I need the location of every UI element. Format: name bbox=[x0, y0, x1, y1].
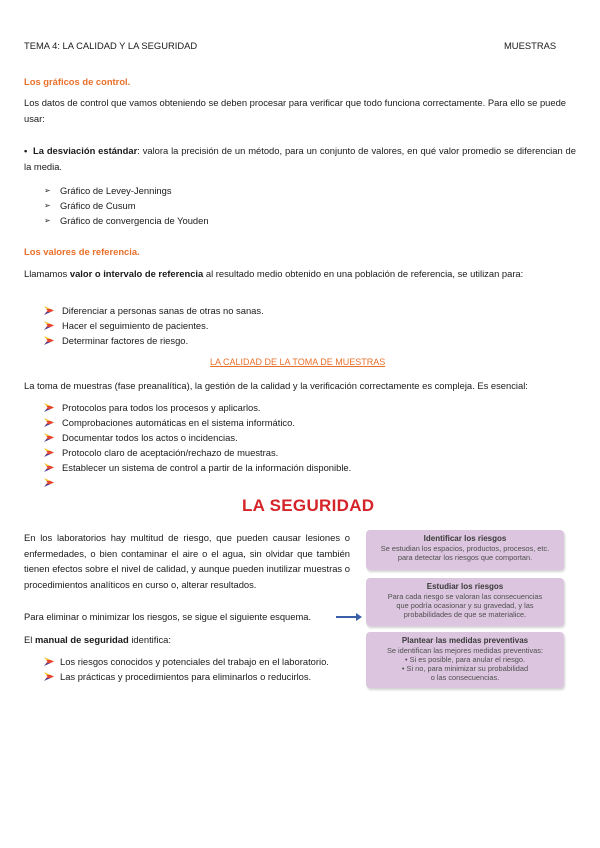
manual-text: El manual de seguridad identifica: bbox=[24, 634, 171, 645]
graficos-intro: Los datos de control que vamos obteniendo se deben procesar para verificar que todo funciona correctamente. Para ello se puede usar: bbox=[24, 97, 567, 124]
triangle-bullet-icon bbox=[44, 403, 54, 412]
triangle-bullet-icon bbox=[44, 321, 54, 330]
graficos-list bbox=[24, 183, 424, 228]
triangle-bullet-icon bbox=[44, 448, 54, 457]
scheme-box-title: Plantear las medidas preventivas bbox=[401, 636, 529, 645]
triangle-bullet-icon bbox=[44, 433, 54, 442]
arrow-right-icon bbox=[336, 616, 358, 618]
manual-list bbox=[24, 654, 364, 684]
seguridad-paragraph: En los laboratorios hay multitud de riesgo, que pueden causar lesiones o enfermedades, o bien contaminar el aire o el agua, sin olvidar que también tienen efectos sobre el nivel de calidad, y aunque pueden inutilizar muestras o procedimientos analíticos en curso o, alterar resultados. bbox=[24, 532, 350, 590]
list-item: Las prácticas y procedimientos para eliminarlos o reducirlos. bbox=[24, 669, 364, 684]
referencia-intro: Llamamos valor o intervalo de referencia al resultado medio obtenido en una población de referencia, se utilizan para: bbox=[24, 268, 524, 279]
list-item: Protocolo claro de aceptación/rechazo de muestras. bbox=[24, 445, 444, 460]
seguridad-title: LA SEGURIDAD bbox=[242, 496, 375, 515]
list-item: Documentar todos los actos o incidencias. bbox=[24, 430, 444, 445]
manual-term: manual de seguridad bbox=[34, 634, 129, 645]
list-item: Determinar factores de riesgo. bbox=[24, 333, 424, 348]
list-item: ➢ Gráfico de convergencia de Youden bbox=[44, 215, 209, 226]
calidad-toma-intro: La toma de muestras (fase preanalítica), la gestión de la calidad y la verificación correctamente es compleja. Es esencial: bbox=[24, 380, 528, 391]
desviacion-text: : valora la precisión de un método, para un conjunto de valores, en qué valor promedio se diferencian de la media. bbox=[24, 145, 576, 172]
header-section: MUESTRAS bbox=[504, 40, 557, 51]
scheme-box-title: Estudiar los riesgos bbox=[426, 582, 504, 591]
arrow-bullet-icon: ➢ bbox=[44, 186, 51, 195]
triangle-bullet-icon bbox=[44, 672, 54, 681]
list-item: Diferenciar a personas sanas de otras no sanas. bbox=[24, 303, 424, 318]
calidad-toma-list bbox=[24, 400, 444, 490]
arrow-right-head-icon bbox=[356, 613, 362, 621]
scheme-box-medidas: Plantear las medidas preventivas Se identifican las mejores medidas preventivas: • Si es posible, para anular el riesgo. • Si no, para minimizar su probabilidad o las consecuencias. bbox=[366, 632, 564, 688]
list-item: ➢ Gráfico de Levey-Jennings bbox=[44, 185, 172, 196]
list-item: Los riesgos conocidos y potenciales del trabajo en el laboratorio. bbox=[24, 654, 364, 669]
scheme-box-title: Identificar los riesgos bbox=[423, 534, 507, 543]
referencia-list bbox=[24, 303, 424, 348]
triangle-bullet-icon bbox=[44, 463, 54, 472]
list-item: ➢ Gráfico de Cusum bbox=[44, 200, 136, 211]
heading-referencia: Los valores de referencia. bbox=[24, 246, 140, 257]
list-item: Protocolos para todos los procesos y aplicarlos. bbox=[24, 400, 444, 415]
header-title: TEMA 4: LA CALIDAD Y LA SEGURIDAD bbox=[24, 40, 198, 51]
desviacion-term: La desviación estándar bbox=[33, 145, 138, 156]
triangle-bullet-icon bbox=[44, 336, 54, 345]
arrow-bullet-icon: ➢ bbox=[44, 216, 51, 225]
desviacion-paragraph bbox=[24, 143, 576, 175]
esquema-text: Para eliminar o minimizar los riesgos, se sigue el siguiente esquema. bbox=[24, 611, 312, 622]
bullet-mark: • bbox=[24, 145, 28, 156]
triangle-bullet-icon bbox=[44, 657, 54, 666]
heading-graficos: Los gráficos de control. bbox=[24, 76, 131, 87]
triangle-bullet-icon bbox=[44, 306, 54, 315]
list-item: Establecer un sistema de control a partir de la información disponible. bbox=[24, 460, 444, 475]
list-item: Hacer el seguimiento de pacientes. bbox=[24, 318, 424, 333]
triangle-bullet-icon bbox=[44, 478, 54, 487]
arrow-bullet-icon: ➢ bbox=[44, 201, 51, 210]
heading-calidad-toma: LA CALIDAD DE LA TOMA DE MUESTRAS bbox=[210, 357, 386, 367]
referencia-term: valor o intervalo de referencia bbox=[69, 268, 204, 279]
scheme-box-identificar: Identificar los riesgos Se estudian los espacios, productos, procesos, etc. para detectar los riesgos que comportan. bbox=[366, 530, 564, 570]
scheme-box-estudiar: Estudiar los riesgos Para cada riesgo se valoran las consecuencias que podría ocasionar y su gravedad, y las probabilidades de que se materialice. bbox=[366, 578, 564, 626]
list-item bbox=[24, 475, 444, 490]
triangle-bullet-icon bbox=[44, 418, 54, 427]
list-item: Comprobaciones automáticas en el sistema informático. bbox=[24, 415, 444, 430]
